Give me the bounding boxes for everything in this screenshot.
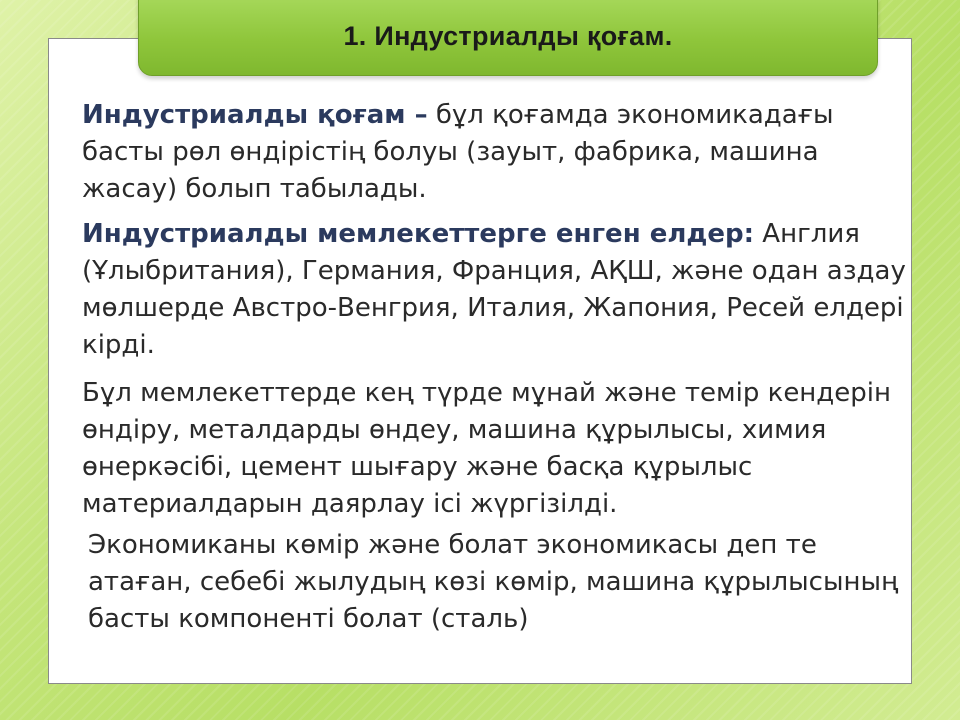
paragraph-industries [82,375,910,523]
countries-text: Англия (Ұлыбритания), Германия, Франция, АҚШ, және одан аздау мөлшерде Австро-Венгрия, Италия, Жапония, Ресей елдері кірді. [82,219,906,360]
definition-text: бұл қоғамда экономикадағы басты рөл өндірістің болуы (зауыт, фабрика, машина жасау) болып табылады. [82,100,834,204]
slide-title: 1. Индустриалды қоғам. [343,20,673,51]
paragraph-industrial-countries [82,216,910,364]
industries-text: Бұл мемлекеттерде кең түрде мұнай және темір кендерін өндіру, металдарды өндеу, машина құрылысы, химия өнеркәсібі, цемент шығару және басқа құрылыс материалдарын даярлау ісі жүргізілді. [82,378,892,519]
coal-steel-text: Экономиканы көмір және болат экономикасы деп те атаған, себебі жылудың көзі көмір, машина құрылысының басты компоненті болат (сталь) [88,530,899,634]
paragraph-coal-steel-economy [88,527,904,638]
term-industrial-countries: Индустриалды мемлекеттерге енген елдер: [82,219,755,249]
paragraph-industrial-society-definition [82,97,910,208]
term-industrial-society: Индустриалды қоғам – [82,100,428,130]
title-banner [138,0,878,76]
